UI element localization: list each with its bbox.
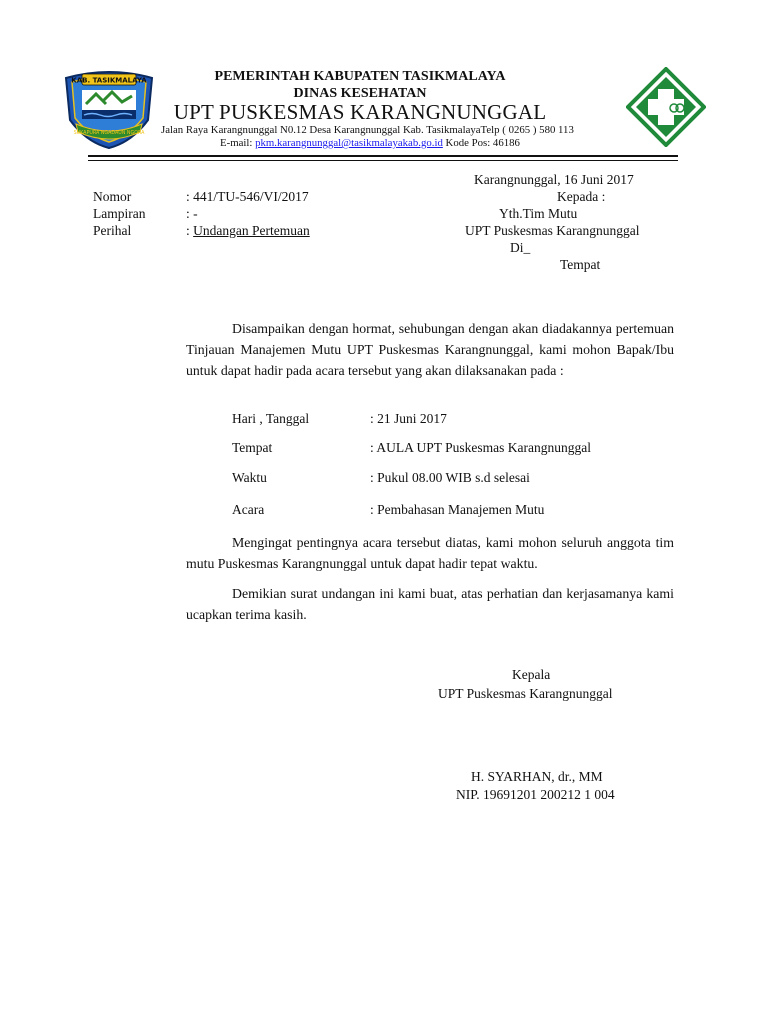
header-government: PEMERINTAH KABUPATEN TASIKMALAYA <box>214 69 506 84</box>
svg-text:SUKAPURA NGADAUN NGORA: SUKAPURA NGADAUN NGORA <box>73 131 145 136</box>
letter-date: Karangnunggal, 16 Juni 2017 <box>474 172 634 187</box>
detail-value-place: : AULA UPT Puskesmas Karangnunggal <box>370 440 591 455</box>
detail-value-agenda: : Pembahasan Manajemen Mutu <box>370 502 545 517</box>
meta-label-nomor: Nomor <box>93 189 132 204</box>
detail-label-agenda: Acara <box>232 502 265 517</box>
svg-text:KAB. TASIKMALAYA: KAB. TASIKMALAYA <box>71 76 147 85</box>
detail-value-date: : 21 Juni 2017 <box>370 411 447 426</box>
puskesmas-logo <box>626 67 706 147</box>
recipient-place: Tempat <box>560 257 601 272</box>
perihal-colon: : <box>186 223 194 238</box>
detail-label-place: Tempat <box>232 440 273 455</box>
postcode: Kode Pos: 46186 <box>442 137 520 149</box>
meta-label-perihal: Perihal <box>93 223 132 238</box>
tasikmalaya-crest-logo <box>62 68 156 150</box>
header-rule-thin <box>88 160 678 161</box>
meta-value-lampiran: : - <box>186 206 198 221</box>
signature-title: Kepala <box>512 667 551 682</box>
detail-value-time: : Pukul 08.00 WIB s.d selesai <box>370 470 530 485</box>
meta-value-perihal <box>186 223 310 239</box>
paragraph-opening: Disampaikan dengan hormat, sehubungan dengan akan diadakannya pertemuan Tinjauan Manajemen Mutu UPT Puskesmas Karangnunggal, kami mohon Bapak/Ibu untuk dapat hadir pada acara tersebut yang akan dilaksanakan pada : <box>186 321 674 378</box>
email-link[interactable]: pkm.karangnunggal@tasikmalayakab.go.id <box>255 137 443 149</box>
header-address: Jalan Raya Karangnunggal N0.12 Desa Karangnunggal Kab. TasikmalayaTelp ( 0265 ) 580 113 <box>161 124 574 136</box>
email-label: E-mail: <box>220 137 256 149</box>
meta-label-lampiran: Lampiran <box>93 206 146 221</box>
recipient-to: Kepada : <box>557 189 606 204</box>
header-department: DINAS KESEHATAN <box>293 86 427 101</box>
meta-value-nomor: : 441/TU-546/VI/2017 <box>186 189 309 204</box>
recipient-di: Di_ <box>510 240 531 255</box>
recipient-org: UPT Puskesmas Karangnunggal <box>465 223 640 238</box>
detail-label-date: Hari , Tanggal <box>232 411 310 426</box>
recipient-name: Yth.Tim Mutu <box>499 206 578 221</box>
header-rule-thick <box>88 155 678 157</box>
signature-name: H. SYARHAN, dr., MM <box>471 769 603 784</box>
signature-nip: NIP. 19691201 200212 1 004 <box>456 787 615 802</box>
detail-label-time: Waktu <box>232 470 267 485</box>
perihal-subject: Undangan Pertemuan <box>193 223 310 238</box>
header-title: UPT PUSKESMAS KARANGNUNGGAL <box>173 100 547 124</box>
header-email-line <box>220 137 520 149</box>
paragraph-request: Mengingat pentingnya acara tersebut diatas, kami mohon seluruh anggota tim mutu Puskesmas Karangnunggal untuk dapat hadir tepat waktu. <box>186 535 674 571</box>
paragraph-closing: Demikian surat undangan ini kami buat, atas perhatian dan kerjasamanya kami ucapkan terima kasih. <box>186 586 674 622</box>
signature-org: UPT Puskesmas Karangnunggal <box>438 686 613 701</box>
